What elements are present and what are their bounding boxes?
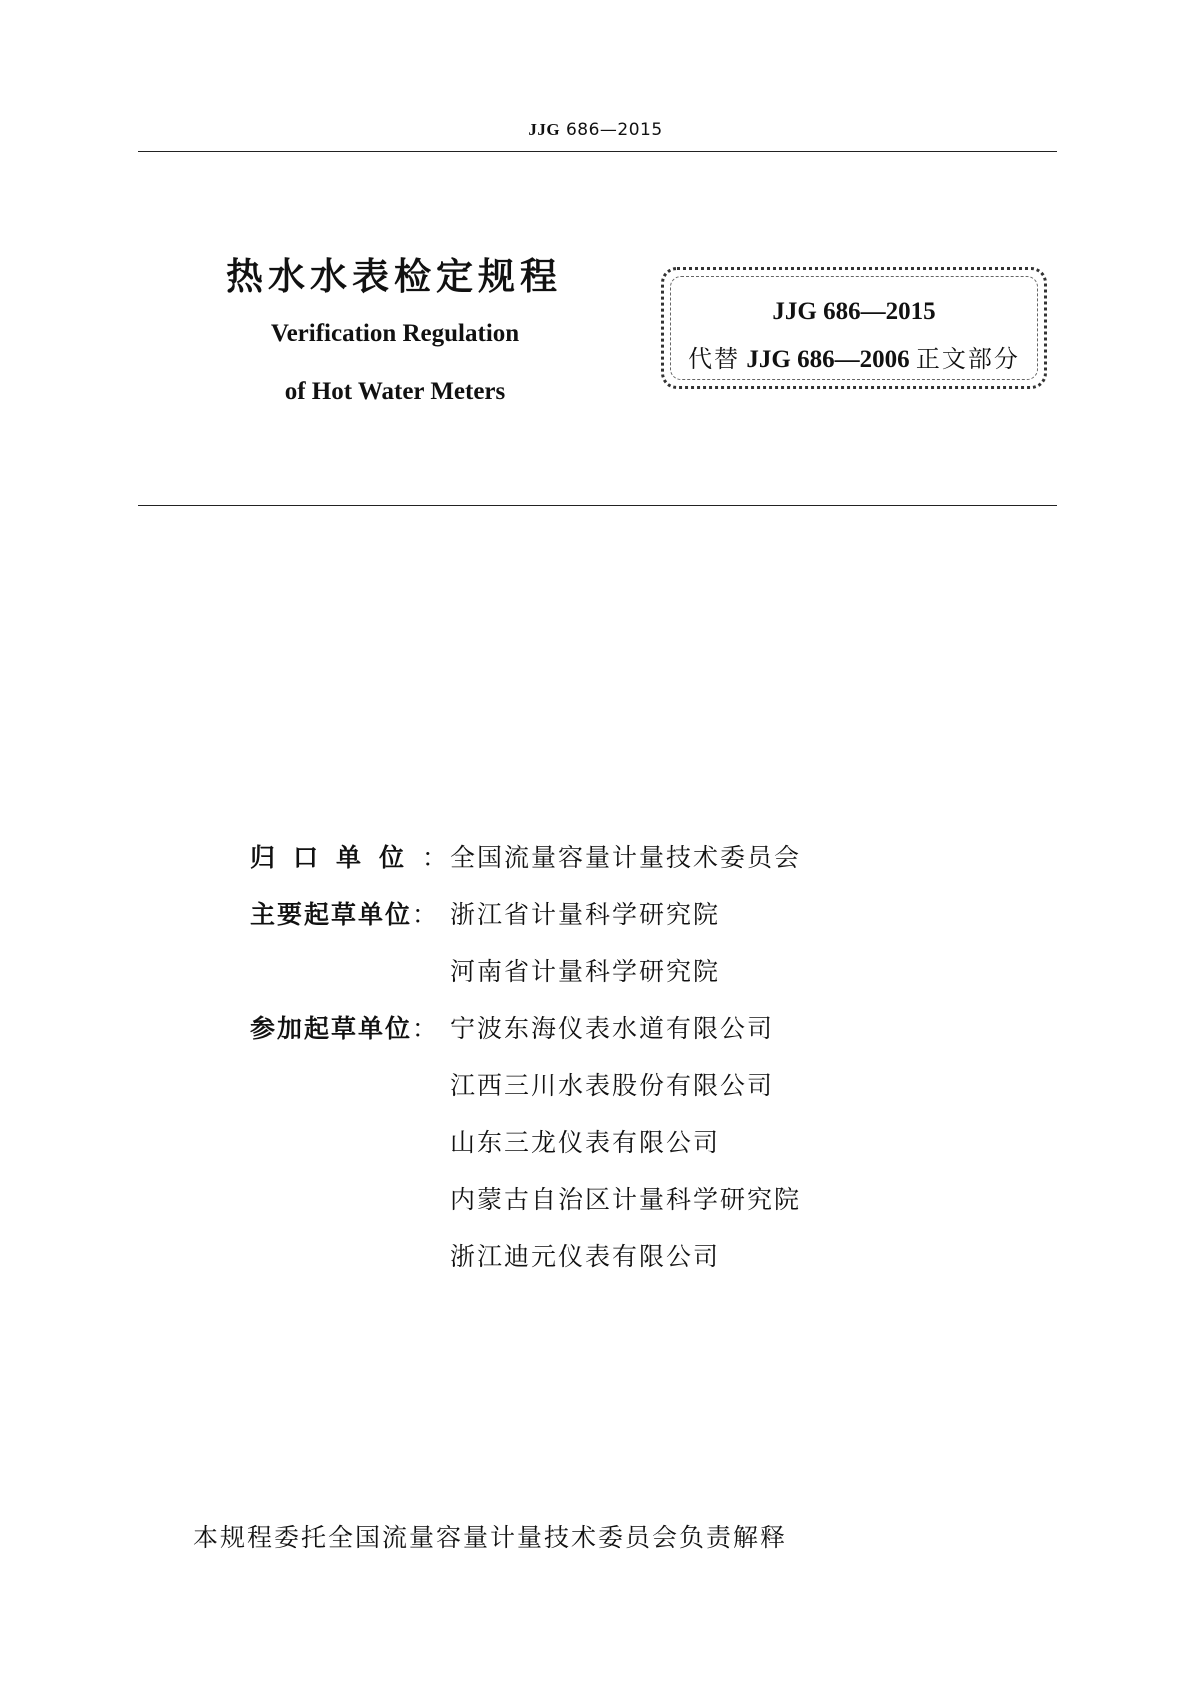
participating-drafting-label [250,1009,450,1045]
header-rule [138,151,1057,152]
participating-drafting-label-text: 参加起草单位 [250,1014,413,1043]
standard-replaces [664,339,1044,374]
responsible-unit-label-text: 归口单位 [250,843,423,872]
title-english-line2: of Hot Water Meters [284,378,506,405]
interpretation-note: 本规程委托全国流量容量计量技术委员会负责解释 [193,1523,788,1552]
running-header-code-prefix: JJG [528,120,561,139]
responsible-unit-colon: ： [422,843,448,872]
standard-code: JJG 686—2015 [772,298,936,325]
main-drafting-label [250,895,450,931]
replaces-suffix: 正文部分 [915,345,1020,373]
replaced-standard-code: JJG 686—2006 [740,346,916,373]
responsible-unit-value: 全国流量容量计量技术委员会 [450,843,802,872]
participating-drafting-value: 内蒙古自治区计量科学研究院 [450,1185,802,1214]
participating-drafting-value: 山东三龙仪表有限公司 [450,1128,721,1157]
standard-code-box [661,267,1047,389]
main-drafting-colon: ： [412,900,438,929]
running-header-code-number: 686—2015 [560,120,663,140]
running-header [0,120,1191,140]
participating-drafting-colon: ： [412,1014,438,1043]
main-drafting-value: 浙江省计量科学研究院 [450,900,721,929]
replaces-prefix: 代替 [688,345,741,373]
section-rule [138,505,1057,506]
participating-drafting-value: 江西三川水表股份有限公司 [450,1071,775,1100]
main-drafting-value: 河南省计量科学研究院 [450,957,721,986]
title-chinese: 热水水表检定规程 [226,255,562,298]
main-drafting-label-text: 主要起草单位 [250,900,413,929]
participating-drafting-value: 浙江迪元仪表有限公司 [450,1242,721,1271]
title-english-line1: Verification Regulation [270,320,520,347]
responsible-unit-label [250,838,450,874]
participating-drafting-value: 宁波东海仪表水道有限公司 [450,1014,775,1043]
